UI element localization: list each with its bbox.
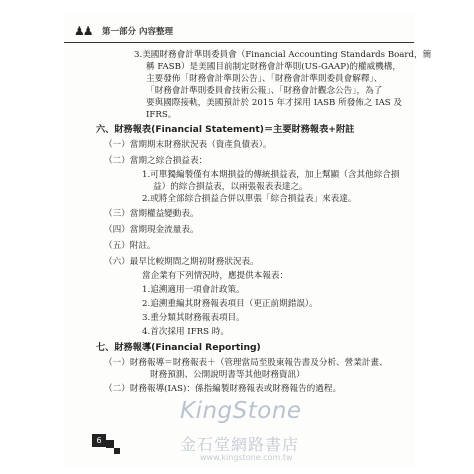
sec6-item-1: （一）當期期末財務狀況表（資產負債表）。 xyxy=(104,140,272,150)
sec6-item-3: （三）當期權益變動表。 xyxy=(104,209,199,219)
sec6-item-2: （二）當期之綜合損益表： xyxy=(104,156,208,166)
sec6-item-6-sub-4: 4.首次採用 IFRS 時。 xyxy=(142,327,229,337)
sec6-item-2-sub-1a: 1.可單獨編製僅有本期損益的傳統損益表，加上幫顯（含其他綜合損 xyxy=(142,170,400,180)
sec6-item-6-sub-1: 1.追溯適用一項會計政策。 xyxy=(142,285,245,295)
fasb-line-4: 「財務會計準則委員會技術公報」、「財務會計觀念公告」，為了 xyxy=(146,86,383,96)
fasb-line-1: 3.美國財務會計準則委員會（Financial Accounting Standards Board，簡 xyxy=(134,50,432,60)
sec6-item-4: （四）當期現金流量表。 xyxy=(104,225,199,235)
sec6-item-2-sub-1b: 益）的綜合損益表，以兩張報表表達之。 xyxy=(153,182,308,192)
sec7-item-2: （二）財務報導(IAS)：係指編製財務報表或財務報告的過程。 xyxy=(104,384,342,394)
sec7-item-1b: 財務預測、公開說明書等其他財務資訊） xyxy=(150,370,305,380)
watermark-url: www.kingstone.com.tw xyxy=(200,453,293,462)
page-header xyxy=(64,20,414,43)
fasb-line-6: IFRS。 xyxy=(146,110,177,120)
chess-icon: ♟♟ xyxy=(74,24,92,38)
footer-deco-square xyxy=(106,440,114,448)
sec6-item-6-intro: 當企業有下列情況時，應提供本報表： xyxy=(142,271,289,281)
fasb-line-3: 主要發佈「財務會計準則公告」、「財務會計準則委員會解釋」、 xyxy=(146,74,383,84)
footer-deco-square xyxy=(114,448,120,454)
header-title: 第一部分 內容整理 xyxy=(102,27,173,37)
watermark-chinese: 金石堂網路書店 xyxy=(180,435,300,454)
fasb-line-5: 要與國際接軌，美國預計於 2015 年才採用 IASB 所發佈之 IAS 及 xyxy=(146,98,403,108)
sec6-item-6-sub-3: 3.重分類其財務報表項目。 xyxy=(142,313,245,323)
page-number: 6 xyxy=(92,434,106,447)
sec6-item-5: （五）附註。 xyxy=(104,241,156,251)
watermark-brand: KingStone xyxy=(180,398,302,424)
section-6-title: 六、財務報表(Financial Statement)＝主要財務報表+附註 xyxy=(96,124,355,135)
sec6-item-6-sub-2: 2.追溯重編其財務報表項目（更正前期錯誤）。 xyxy=(142,299,318,309)
fasb-line-2: 稱 FASB）是美國目前制定財務會計準則(US-GAAP)的權威機構， xyxy=(146,62,401,72)
sec6-item-2-sub-2: 2.或將全部綜合損益合併以單張「綜合損益表」來表達。 xyxy=(142,194,357,204)
section-7-title: 七、財務報導(Financial Reporting) xyxy=(96,342,261,353)
sec6-item-6: （六）最早比較期間之期初財務狀況表。 xyxy=(104,257,259,267)
sec7-item-1a: （一）財務報導＝財務報表＋（管理當局至股東報告書及分析、營業計畫、 xyxy=(104,358,388,368)
